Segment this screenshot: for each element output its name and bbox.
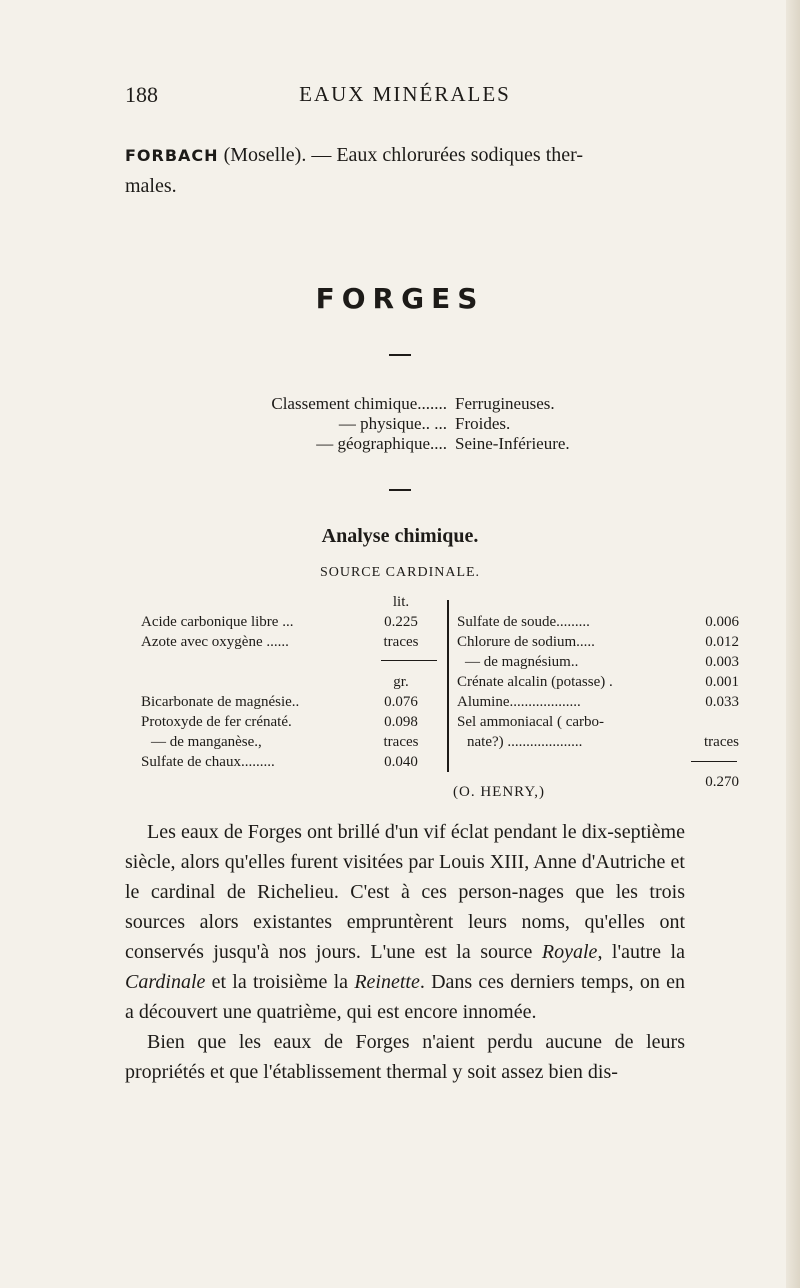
unit-grams: gr. — [393, 674, 409, 690]
classement-table — [185, 394, 665, 454]
classement-value: Ferrugineuses. — [455, 394, 555, 413]
analysis-label: Sulfate de soude......... — [457, 614, 590, 630]
source-name-royale: Royale — [541, 941, 598, 963]
analysis-label: Bicarbonate de magnésie.. — [141, 694, 300, 710]
analysis-row — [141, 612, 441, 632]
entry-text-line1: (Moselle). — Eaux chlorurées sodiques ther- — [218, 144, 584, 166]
analysis-label: Acide carbonique libre ... — [141, 614, 294, 630]
analysis-value: 0.001 — [705, 674, 739, 690]
analysis-row — [141, 752, 441, 772]
analysis-value: 0.003 — [705, 654, 739, 670]
classement-value: Seine-Inférieure. — [455, 434, 570, 453]
analysis-row — [457, 632, 739, 652]
analysis-right-column — [457, 612, 739, 792]
analysis-value: 0.006 — [705, 614, 739, 630]
paragraph — [125, 1027, 685, 1087]
entry-text-line2: males. — [125, 175, 177, 197]
analysis-row — [457, 612, 739, 632]
analysis-value: traces — [704, 734, 739, 750]
gas-separator-rule — [381, 660, 437, 661]
analysis-value: 0.033 — [705, 694, 739, 710]
classement-row — [185, 434, 665, 454]
classement-label: — physique.. ... — [338, 414, 447, 433]
title-rule — [389, 354, 411, 356]
forbach-entry — [125, 140, 685, 201]
paragraph-text: et la troisième la — [205, 971, 355, 993]
source-name-cardinale: Cardinale — [125, 971, 206, 993]
paragraph — [125, 817, 685, 1027]
analysis-value: 0.012 — [705, 634, 739, 650]
classement-rule — [389, 489, 411, 491]
analysis-row — [457, 652, 739, 672]
running-title: EAUX MINÉRALES — [299, 82, 511, 106]
analysis-label: nate?) .................... — [467, 734, 583, 750]
analysis-label: Crénate alcalin (potasse) . — [457, 674, 613, 690]
analysis-label: Protoxyde de fer crénaté. — [141, 714, 292, 730]
analysis-row — [457, 712, 739, 732]
analysis-value: 0.225 — [384, 614, 418, 630]
separator-row — [457, 752, 739, 772]
analysis-label: Chlorure de sodium..... — [457, 634, 595, 650]
analysis-row — [141, 692, 441, 712]
analysis-label: Alumine................... — [457, 694, 581, 710]
page-edge — [786, 0, 800, 1288]
body-text — [125, 817, 685, 1087]
analysis-total: 0.270 — [705, 774, 739, 790]
analysis-row — [141, 632, 441, 652]
analysis-value: 0.040 — [384, 754, 418, 770]
analysis-value: traces — [383, 634, 419, 650]
paragraph-text: , l'autre la — [597, 941, 685, 963]
analysis-value: 0.076 — [384, 694, 418, 710]
classement-row — [185, 414, 665, 434]
analysis-value: traces — [383, 734, 419, 750]
analysis-label: Azote avec oxygène ...... — [141, 634, 289, 650]
entry-name: FORBACH — [125, 146, 219, 165]
paragraph-text: Bien que les eaux de Forges n'aient perdu aucune de leurs propriétés et que l'établissement thermal y soit assez bien dis- — [125, 1031, 685, 1083]
analysis-row — [457, 732, 739, 752]
running-head — [125, 82, 685, 112]
section-title: FORGES — [315, 282, 485, 315]
classement-label: — géographique.... — [316, 434, 447, 453]
analysis-label: Sulfate de chaux......... — [141, 754, 275, 770]
analysis-row — [141, 732, 441, 752]
unit-row — [141, 672, 441, 692]
analysis-row — [141, 712, 441, 732]
analysis-label: Sel ammoniacal ( carbo- — [457, 714, 605, 730]
analysis-label: — de manganèse., — [151, 734, 262, 750]
paragraph-text: . Dans ces derniers temps, on en a découvert une quatrième, qui est encore innomée. — [125, 971, 685, 1023]
classement-label: Classement chimique....... — [271, 394, 447, 413]
column-divider — [447, 600, 449, 772]
classement-value: Froides. — [455, 414, 511, 433]
separator-row — [141, 652, 441, 672]
analysis-left-column — [141, 592, 441, 772]
unit-liters: lit. — [392, 594, 410, 610]
page-number: 188 — [125, 82, 158, 107]
source-name-reinette: Reinette — [354, 971, 420, 993]
classement-row — [185, 394, 665, 414]
analysis-label: — de magnésium.. — [465, 654, 579, 670]
analyse-title: Analyse chimique. — [321, 525, 479, 547]
total-rule — [691, 761, 737, 762]
source-title: SOURCE CARDINALE. — [319, 565, 481, 580]
paragraph-text: Les eaux de Forges ont brillé d'un vif éclat pendant le dix-septième siècle, alors qu'elles furent visitées par Louis XIII, Anne d'Autriche et le cardinal de Richelieu. C'est à ces person-nages que les trois sources alors existantes empruntèrent leurs noms, qu'elles ont conservés jusqu'à nos jours. L'une est la source — [125, 821, 685, 963]
attribution: (O. HENRY,) — [453, 784, 545, 800]
unit-row — [141, 592, 441, 612]
analysis-row — [457, 692, 739, 712]
analysis-row — [457, 672, 739, 692]
analysis-value: 0.098 — [384, 714, 418, 730]
